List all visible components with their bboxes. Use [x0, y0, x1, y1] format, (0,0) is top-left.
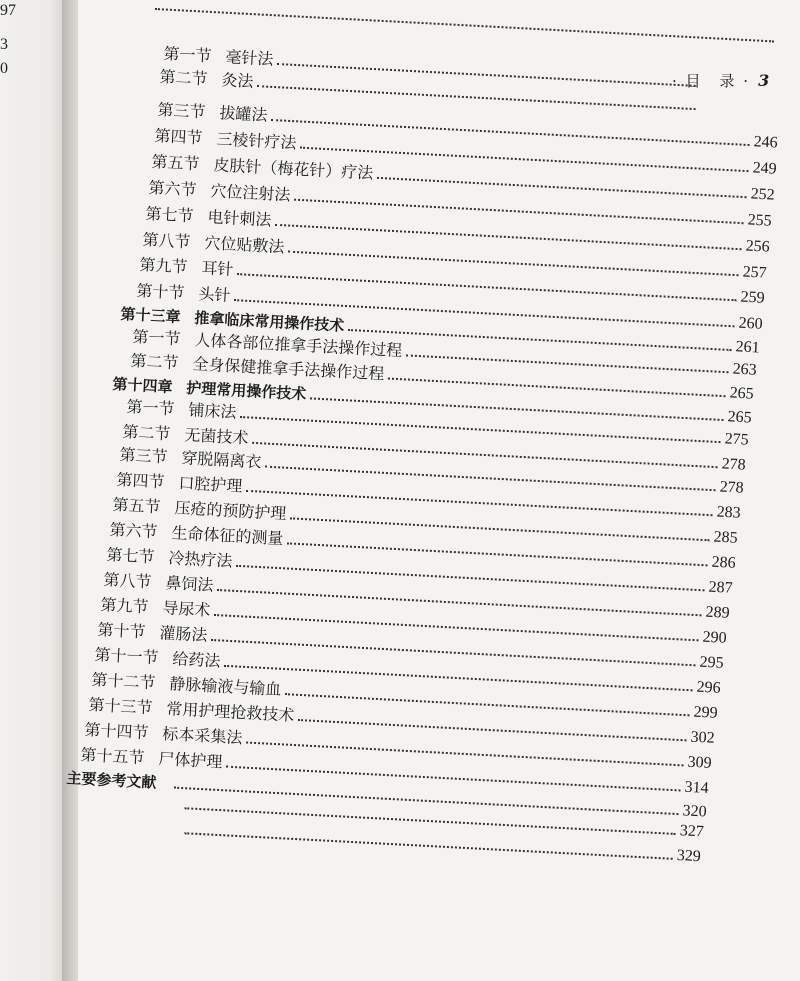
toc-page-number: 252 — [750, 185, 776, 204]
toc-entry-label: 第八节 — [142, 230, 191, 252]
toc-page-number: 261 — [735, 338, 761, 357]
toc-entry-label: 第七节 — [145, 204, 194, 226]
toc-entry-title: 压疮的预防护理 — [173, 498, 287, 524]
toc-entry-title: 头针 — [197, 284, 231, 305]
toc-page-number: 283 — [716, 503, 742, 522]
toc-page-number: 259 — [740, 288, 766, 307]
toc-page-number: 256 — [745, 237, 771, 256]
toc-entry-label: 第四节 — [116, 470, 165, 492]
toc-page-number: 289 — [705, 603, 731, 622]
toc-entry-label: 第十四章 — [112, 375, 173, 397]
toc-entry-label: 第三节 — [157, 100, 206, 122]
toc-entry-label: 第五节 — [151, 152, 200, 174]
toc-entry-title: 全身保健推拿手法操作过程 — [191, 354, 385, 384]
toc-entry-title: 标本采集法 — [161, 724, 243, 748]
toc-page-number: 296 — [696, 678, 722, 697]
toc-entry-label: 第七节 — [106, 545, 155, 567]
toc-entry-label: 第十二节 — [91, 670, 156, 693]
toc-entry-label: 第十三章 — [120, 305, 181, 327]
toc-entry-label: 第一节 — [126, 397, 175, 419]
toc-page-number: 285 — [713, 528, 739, 547]
toc-entry-title: 导尿术 — [161, 598, 211, 620]
toc-entry-label: 第十五节 — [80, 745, 145, 768]
toc-entry-label: 第六节 — [109, 520, 158, 542]
toc-page-number: 278 — [719, 478, 745, 497]
toc-page-number: 314 — [684, 778, 710, 797]
toc-page-number: 286 — [711, 553, 737, 572]
toc-entry-title: 三棱针疗法 — [215, 129, 297, 153]
header-page-number: 3 — [758, 71, 772, 90]
toc-entry-label: 第二节 — [159, 67, 208, 89]
toc-page-number: 260 — [738, 314, 764, 333]
toc-page-number: 309 — [687, 753, 713, 772]
toc-page-number: 299 — [693, 703, 719, 722]
toc-entry-label: 第四节 — [154, 126, 203, 148]
toc-entry-label: 第十一节 — [94, 645, 159, 668]
toc-page-number: 329 — [676, 847, 702, 866]
toc-entry-label: 第十三节 — [88, 695, 153, 718]
toc-entry-label: 第二节 — [130, 351, 179, 373]
toc-entry-title: 电针刺法 — [206, 207, 272, 230]
toc-page-number: 249 — [752, 159, 778, 178]
toc-page-number: 287 — [708, 578, 734, 597]
toc-page-number: 257 — [742, 263, 768, 282]
toc-entry-title: 尸体护理 — [157, 749, 223, 772]
toc-page-number: 290 — [702, 628, 728, 647]
toc-entry-label: 主要参考文献 — [66, 769, 157, 792]
toc-entry-label: 第二节 — [122, 422, 171, 444]
toc-entry-label: 第十四节 — [84, 720, 149, 743]
toc-entry-label: 第一节 — [132, 327, 181, 349]
toc-entry-label: 第九节 — [100, 595, 149, 617]
toc-page-number: 295 — [699, 653, 725, 672]
toc-entry-title: 无菌技术 — [183, 425, 249, 448]
toc-entry-title: 毫针法 — [224, 47, 274, 69]
toc-page-number: 320 — [682, 802, 708, 821]
toc-page-number: 265 — [727, 408, 753, 427]
toc-entry-title: 拔罐法 — [218, 103, 268, 125]
toc-entry-title: 铺床法 — [187, 400, 237, 422]
toc-entry-title: 穿脱隔离衣 — [180, 448, 262, 472]
toc-page-number: 278 — [721, 455, 747, 474]
toc-page-number: 327 — [679, 822, 705, 841]
left-page-number: 97 — [0, 2, 16, 19]
toc-entry-title: 冷热疗法 — [167, 548, 233, 571]
toc-page-number: 263 — [732, 360, 758, 379]
toc-entry-title: 常用护理抢救技术 — [165, 699, 295, 725]
toc-entry-label: 第九节 — [139, 255, 188, 277]
toc-entry-title: 推拿临床常用操作技术 — [193, 308, 345, 335]
toc-entry-title: 灸法 — [220, 70, 254, 91]
toc-entry-title: 人体各部位推拿手法操作过程 — [193, 330, 403, 361]
toc-entry-title: 穴位贴敷法 — [203, 233, 285, 257]
toc-page-number: 275 — [724, 430, 750, 449]
toc-entry-label: 第十节 — [97, 620, 146, 642]
toc-page-number: 265 — [729, 384, 755, 403]
toc-entry-title: 灌肠法 — [158, 623, 208, 645]
toc-entry-label: 第十节 — [136, 281, 185, 303]
toc-entry-title: 穴位注射法 — [209, 181, 291, 205]
header-label: · 目 录 · — [672, 72, 751, 90]
toc-entry-label: 第三节 — [119, 445, 168, 467]
toc-entry-title: 耳针 — [200, 258, 234, 279]
toc-entry-title: 静脉输液与输血 — [168, 674, 282, 699]
toc-entry-title: 护理常用操作技术 — [185, 378, 307, 404]
left-page-number: 3 — [0, 36, 8, 53]
toc-entry-title: 鼻饲法 — [164, 573, 214, 595]
toc-entry-label: 第八节 — [103, 570, 152, 592]
toc-entry-label: 第一节 — [163, 44, 212, 66]
left-page-number: 0 — [0, 60, 8, 77]
toc-entry-label: 第六节 — [148, 178, 197, 200]
toc-entry-title: 口腔护理 — [177, 473, 243, 496]
toc-page-number: 302 — [690, 728, 716, 747]
toc-page-number: 255 — [747, 211, 773, 230]
toc-entry-title: 给药法 — [171, 649, 221, 671]
toc-entry-title: 生命体征的测量 — [170, 523, 284, 549]
toc-entry-label: 第五节 — [112, 495, 161, 517]
toc-entry-title: 皮肤针（梅花针）疗法 — [212, 155, 374, 183]
toc-page-number: 246 — [753, 133, 779, 152]
